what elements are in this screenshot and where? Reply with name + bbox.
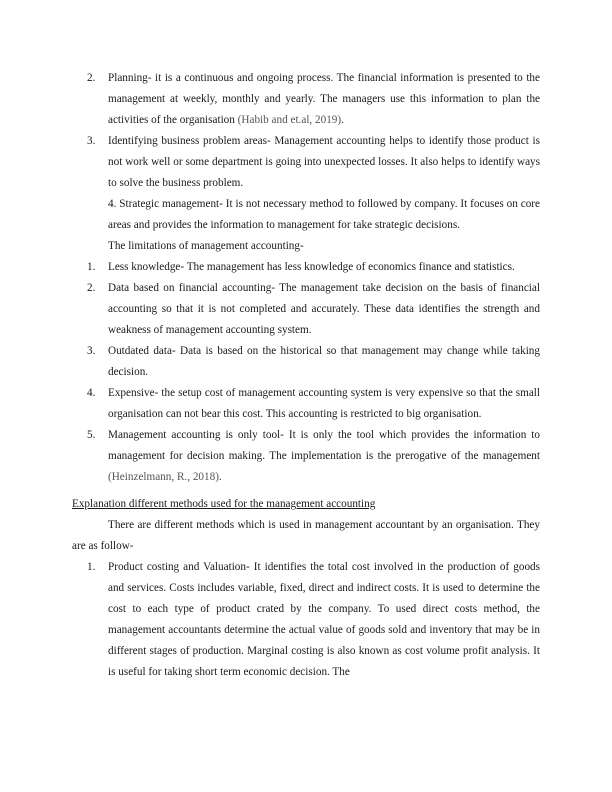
list-item-less-knowledge [72, 257, 540, 278]
limitations-heading: The limitations of management accounting- [108, 240, 304, 252]
list-number: 1. [87, 561, 96, 573]
list-item-text: Less knowledge- The management has less knowledge of economics finance and statistics. [108, 261, 515, 273]
list-item-text: Product costing and Valuation- It identifies the total cost involved in the production of goods and services. Costs includes variable, fixed, direct and indirect costs. It is used to determine the cost to each type of product crated by the company. To used direct costs method, the management accountants determine the actual value of goods sold and inventory that may be in different stages of production. Marginal costing is also known as cost volume profit analysis. It is useful for taking short term economic decision. The [108, 561, 540, 678]
citation: (Habib and et.al, 2019) [237, 114, 342, 126]
list-item-planning [72, 68, 540, 131]
list-item-financial-data [72, 278, 540, 341]
list-item-text: Management accounting is only tool- It is only the tool which provides the information to management for decision making. The implementation is the prerogative of the management [108, 429, 540, 462]
list-number: 1. [87, 261, 96, 273]
citation: (Heinzelmann, R., 2018) [108, 471, 219, 483]
list-item-problem-areas [72, 131, 540, 194]
intro-paragraph: There are different methods which is used in management accountant by an organisation. They are as follow- [72, 519, 540, 552]
section-heading: Explanation different methods used for the management accounting [72, 498, 376, 510]
list-item-tail: . [341, 114, 344, 126]
list-item-text: Identifying business problem areas- Management accounting helps to identify those product is not work well or some department is going into unexpected losses. It also helps to identify ways to solve the business problem. [108, 135, 540, 189]
list-item-text: Planning- it is a continuous and ongoing process. The financial information is presented to the management at weekly, monthly and yearly. The managers use this information to plan the activities of the organisation [108, 72, 540, 126]
page-content [72, 68, 540, 683]
list-item-expensive [72, 383, 540, 425]
list-number: 3. [87, 135, 96, 147]
list-item-text: Outdated data- Data is based on the historical so that management may change while taking decision. [108, 345, 540, 378]
strategic-management-paragraph: 4. Strategic management- It is not necessary method to followed by company. It focuses on core areas and provides the information to management for take strategic decisions. [108, 198, 540, 231]
list-number: 5. [87, 429, 96, 441]
list-item-text: Data based on financial accounting- The management take decision on the basis of financial accounting so that it is not completed and accurately. These data identifies the strength and weakness of management accounting system. [108, 282, 540, 336]
list-number: 4. [87, 387, 96, 399]
list-item-only-tool [72, 425, 540, 488]
list-item-text: Expensive- the setup cost of management accounting system is very expensive so that the small organisation can not bear this cost. This accounting is restricted to big organisation. [108, 387, 540, 420]
list-item-outdated-data [72, 341, 540, 383]
list-number: 2. [87, 282, 96, 294]
list-item-product-costing [72, 557, 540, 683]
list-number: 3. [87, 345, 96, 357]
list-number: 2. [87, 72, 96, 84]
list-item-tail: . [218, 471, 222, 483]
